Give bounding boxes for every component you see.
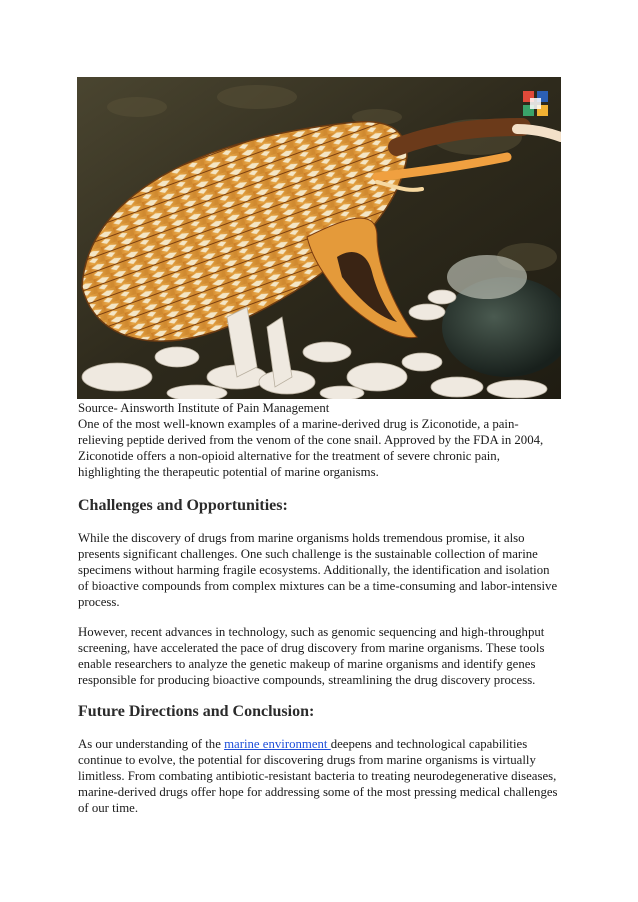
challenges-paragraph-2: However, recent advances in technology, such as genomic sequencing and high-throughput screening, have accelerated the pace of drug discovery from marine organisms. These tools enable researchers to analyze the genetic makeup of marine organisms and identify genes responsible for producing bioactive compounds, streamlining the drug discovery process. bbox=[78, 625, 545, 687]
future-text-before-link: As our understanding of the bbox=[78, 737, 225, 751]
future-heading: Future Directions and Conclusion: bbox=[78, 703, 315, 720]
future-paragraph bbox=[78, 736, 562, 816]
intro-paragraph: One of the most well-known examples of a marine-derived drug is Ziconotide, a pain-relieving peptide derived from the venom of the cone snail. Approved by the FDA in 2004, Ziconotide offers a non-opioid alternative for the treatment of severe chronic pain, highlighting the therapeutic potential of marine organisms. bbox=[78, 417, 544, 479]
challenges-paragraph-1: While the discovery of drugs from marine organisms holds tremendous promise, it also presents significant challenges. One such challenge is the sustainable collection of marine specimens without harming fragile ecosystems. Additionally, the identification and isolation of bioactive compounds from complex mixtures can be a time-consuming and labor-intensive process. bbox=[78, 531, 558, 609]
future-text-after-link: deepens and technological capabilities continue to evolve, the potential for discovering drugs from marine organisms is virtually limitless. From combating antibiotic-resistant bacteria to treating neurodegenerative diseases, marine-derived drugs offer hope for addressing some of the most pressing medical challenges of our time. bbox=[78, 737, 558, 815]
article-body bbox=[78, 400, 562, 816]
cone-snail-photo bbox=[77, 77, 561, 399]
marine-environment-link[interactable]: marine environment bbox=[224, 737, 331, 751]
cone-snail-illustration bbox=[77, 77, 561, 399]
challenges-heading: Challenges and Opportunities: bbox=[78, 497, 288, 514]
image-caption: Source- Ainsworth Institute of Pain Management bbox=[78, 401, 330, 415]
brand-logo-icon bbox=[521, 89, 551, 119]
